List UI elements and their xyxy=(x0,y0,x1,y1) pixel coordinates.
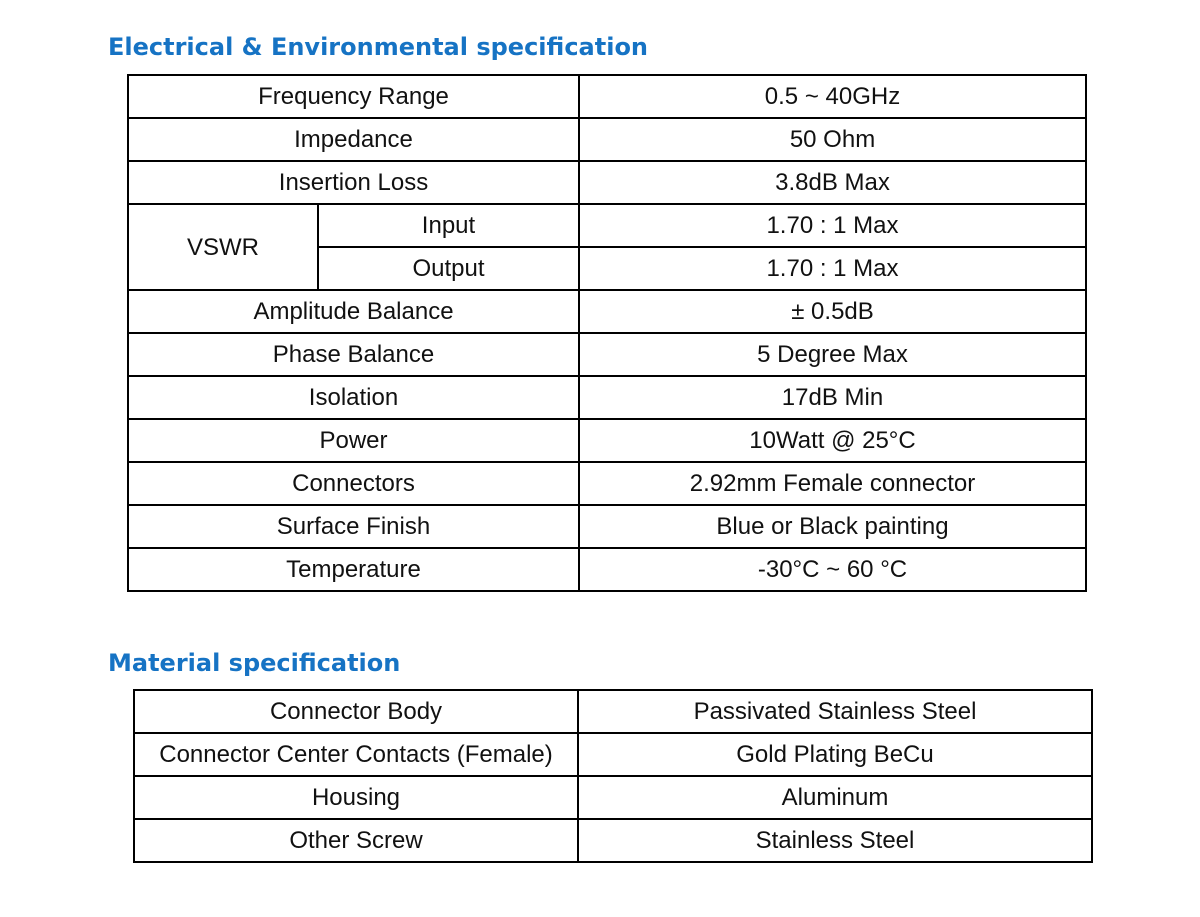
spec-value: ± 0.5dB xyxy=(579,290,1086,333)
spec-label: Insertion Loss xyxy=(128,161,579,204)
table-row xyxy=(134,690,1092,733)
spec-label: Power xyxy=(128,419,579,462)
vswr-input-label: Input xyxy=(318,204,579,247)
electrical-spec-table xyxy=(127,74,1087,592)
vswr-label: VSWR xyxy=(128,204,318,290)
material-value: Aluminum xyxy=(578,776,1092,819)
material-label: Housing xyxy=(134,776,578,819)
spec-value: 2.92mm Female connector xyxy=(579,462,1086,505)
table-row xyxy=(128,204,1086,247)
spec-value: Blue or Black painting xyxy=(579,505,1086,548)
spec-label: Frequency Range xyxy=(128,75,579,118)
spec-label: Amplitude Balance xyxy=(128,290,579,333)
spec-value: 50 Ohm xyxy=(579,118,1086,161)
table-row xyxy=(128,419,1086,462)
material-spec-table xyxy=(133,689,1093,863)
table-row xyxy=(128,290,1086,333)
material-value: Stainless Steel xyxy=(578,819,1092,862)
table-row xyxy=(134,776,1092,819)
table-row xyxy=(128,161,1086,204)
spec-value: 10Watt @ 25°C xyxy=(579,419,1086,462)
material-label: Other Screw xyxy=(134,819,578,862)
table-row xyxy=(128,118,1086,161)
electrical-spec-heading: Electrical & Environmental specification xyxy=(108,33,649,61)
vswr-output-value: 1.70 : 1 Max xyxy=(579,247,1086,290)
table-row xyxy=(128,75,1086,118)
table-row xyxy=(128,462,1086,505)
material-label: Connector Body xyxy=(134,690,578,733)
spec-label: Surface Finish xyxy=(128,505,579,548)
spec-value: -30°C ~ 60 °C xyxy=(579,548,1086,591)
spec-value: 17dB Min xyxy=(579,376,1086,419)
table-row xyxy=(134,733,1092,776)
table-row xyxy=(128,376,1086,419)
vswr-output-label: Output xyxy=(318,247,579,290)
table-row xyxy=(128,548,1086,591)
table-row xyxy=(128,505,1086,548)
spec-label: Phase Balance xyxy=(128,333,579,376)
material-spec-heading: Material specification xyxy=(108,649,401,677)
spec-label: Isolation xyxy=(128,376,579,419)
material-value: Gold Plating BeCu xyxy=(578,733,1092,776)
spec-label: Connectors xyxy=(128,462,579,505)
vswr-input-value: 1.70 : 1 Max xyxy=(579,204,1086,247)
spec-value: 5 Degree Max xyxy=(579,333,1086,376)
spec-value: 0.5 ~ 40GHz xyxy=(579,75,1086,118)
spec-value: 3.8dB Max xyxy=(579,161,1086,204)
material-value: Passivated Stainless Steel xyxy=(578,690,1092,733)
table-row xyxy=(134,819,1092,862)
material-label: Connector Center Contacts (Female) xyxy=(134,733,578,776)
spec-label: Temperature xyxy=(128,548,579,591)
table-row xyxy=(128,333,1086,376)
spec-label: Impedance xyxy=(128,118,579,161)
